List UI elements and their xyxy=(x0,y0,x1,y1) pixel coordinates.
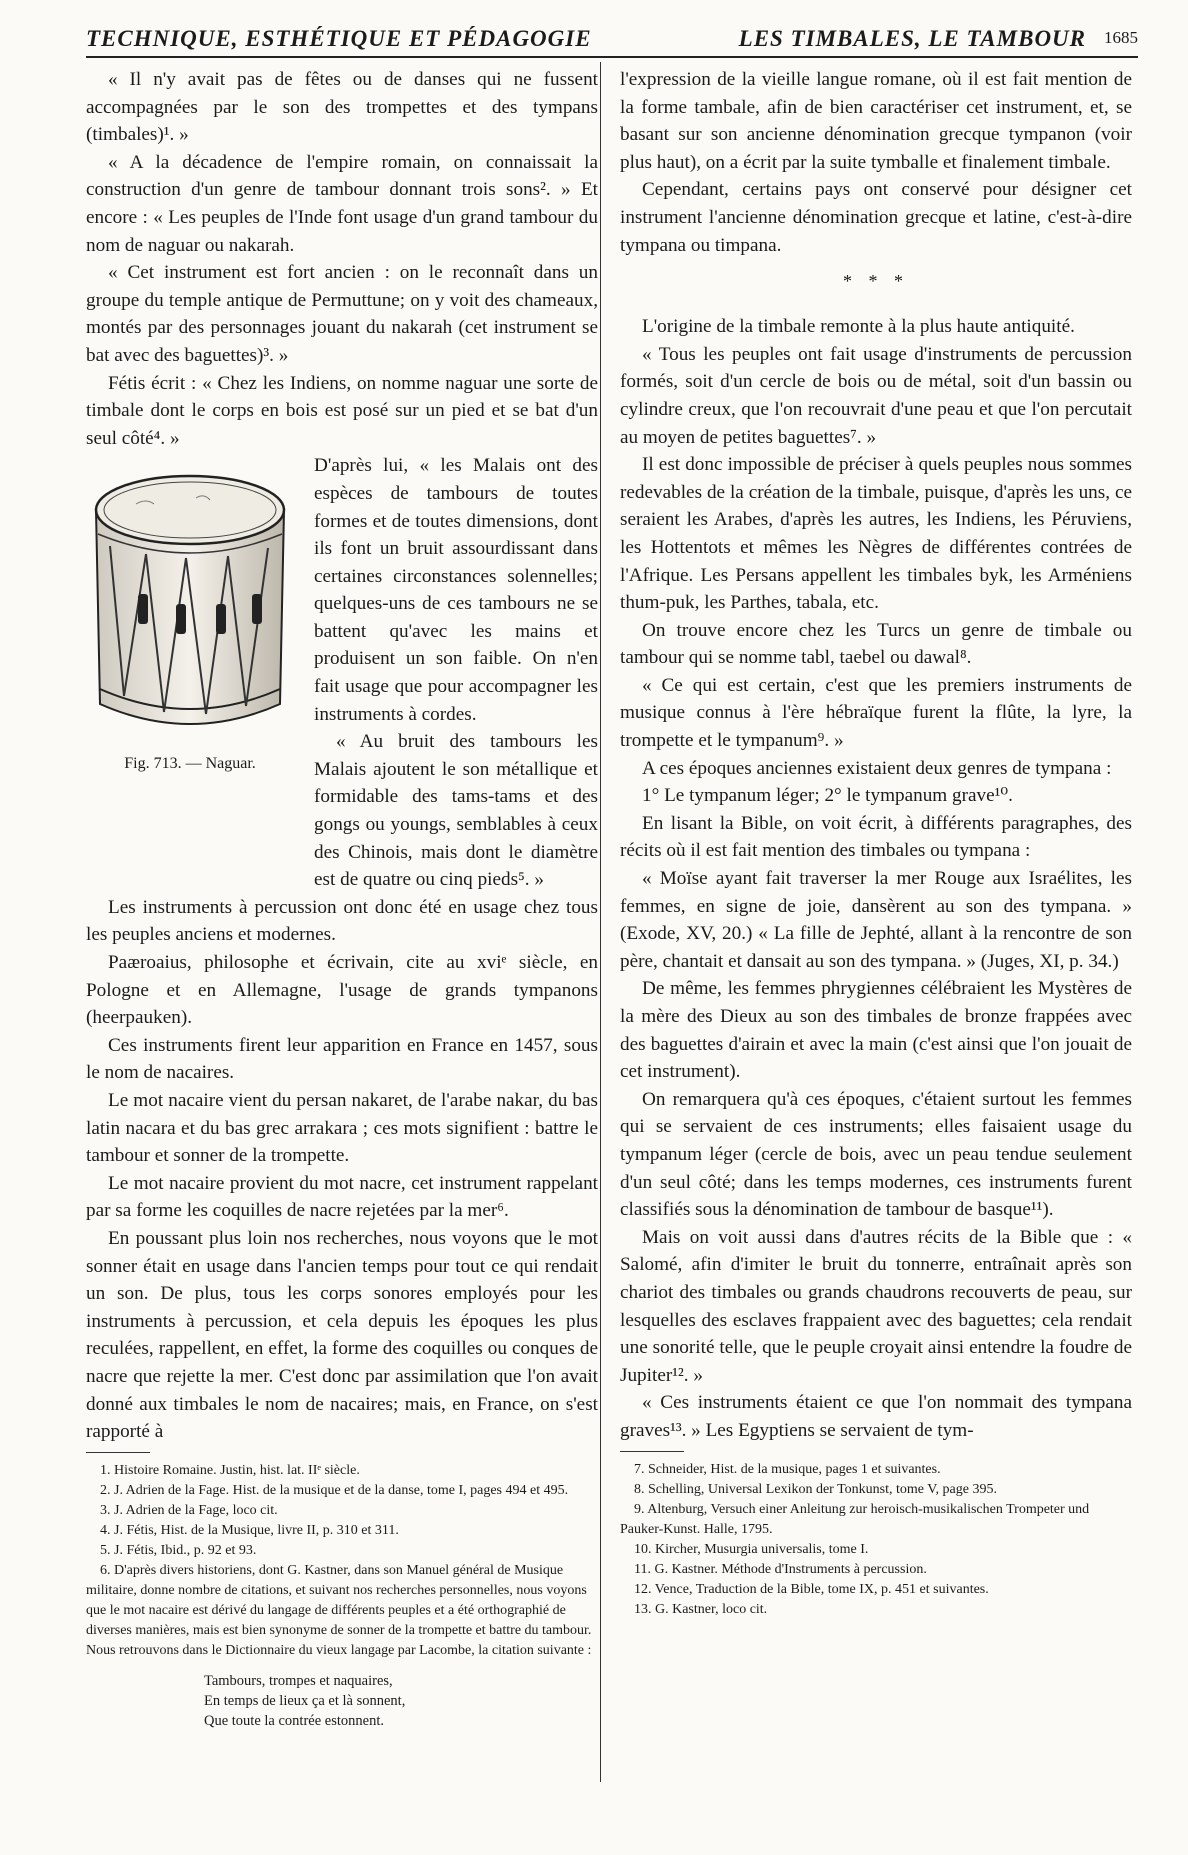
footnote-separator xyxy=(86,1452,150,1453)
footnote: 4. J. Fétis, Hist. de la Musique, livre II, p. 310 et 311. xyxy=(100,1522,399,1538)
paragraph: A ces époques anciennes existaient deux genres de tympana : xyxy=(642,757,1112,779)
column-rule xyxy=(600,62,601,1782)
paragraph: l'expression de la vieille langue romane, où il est fait mention de la forme tambale, afin de bien caractériser cet instrument, et, se basant sur son ancienne dénomination grecque tympanon (voir plus haut), on a écrit par la suite tymballe et finalement timbale. xyxy=(620,69,1132,173)
right-footnotes xyxy=(620,1460,1132,1620)
paragraph: De même, les femmes phrygiennes célébraient les Mystères de la mère des Dieux au son des timbales de bronze frappées avec des baguettes d'airain et avec la main (c'est ainsi que l'on jouait de cet instrument). xyxy=(620,978,1132,1083)
paragraph: D'après lui, « les Malais ont des espèces de tambours de toutes formes et de toutes dimensions, dont ils font un bruit assourdissant dans certaines circonstances solennelles; quelques-uns de ces tambours ne se battent qu'avec les mains et produisent un son faible. On n'en fait usage que pour accompagner les instruments à cordes. xyxy=(314,455,598,725)
naguar-drum-illustration xyxy=(76,454,304,744)
paragraph: « Cet instrument est fort ancien : on le reconnaît dans un groupe du temple antique de Permuttune; on y voit des chameaux, montés par des personnages jouant du nakarah (cet instrument se bat avec des baguettes)³. » xyxy=(86,262,598,366)
right-column xyxy=(620,66,1132,1620)
footnote: 10. Kircher, Musurgia universalis, tome I. xyxy=(634,1541,869,1557)
poem-quote xyxy=(204,1671,598,1731)
paragraph: « Tous les peuples ont fait usage d'instruments de percussion formés, soit d'un cercle de bois ou de métal, soit d'un bassin ou cylindre creux, que l'on recouvrait d'une peau et que l'on percutait au moyen de petites baguettes⁷. » xyxy=(620,343,1132,448)
paragraph: « Ces instruments étaient ce que l'on nommait des tympana graves¹³. » Les Egyptiens se servaient de tym- xyxy=(620,1392,1132,1441)
paragraph: Cependant, certains pays ont conservé pour désigner cet instrument l'ancienne dénomination grecque et latine, c'est-à-dire tympana ou timpana. xyxy=(620,179,1132,256)
paragraph: Le mot nacaire vient du persan nakaret, de l'arabe nakar, du bas latin nacara et du bas grec arrakara ; ces mots signifient : battre le tambour et sonner de la trompette. xyxy=(86,1089,598,1167)
paragraph: « A la décadence de l'empire romain, on connaissait la construction d'un genre de tambour donnant trois sons². » Et encore : « Les peuples de l'Inde font usage d'un grand tambour du nom de naguar ou nakarah. xyxy=(86,151,598,256)
header-right-title: LES TIMBALES, LE TAMBOUR xyxy=(738,26,1086,51)
poem-line: Que toute la contrée estonnent. xyxy=(204,1712,384,1729)
footnote: 8. Schelling, Universal Lexikon der Tonkunst, tome V, page 395. xyxy=(634,1481,997,1497)
section-break-stars: * * * xyxy=(843,271,909,292)
paragraph: « Moïse ayant fait traverser la mer Rouge aux Israélites, les femmes, en signe de joie, dansèrent au son des tympana. » (Exode, XV, 20.) « La fille de Jephté, allant à la rencontre de son père, chantait et dansait au son des tympana. » (Juges, XI, p. 34.) xyxy=(620,868,1132,972)
figure-caption: Fig. 713. — Naguar. xyxy=(124,755,256,773)
paragraph: En lisant la Bible, on voit écrit, à différents paragraphes, des récits où il est fait mention des timbales ou tympana : xyxy=(620,812,1132,862)
footnote-separator xyxy=(620,1451,684,1452)
poem-line: Tambours, trompes et naquaires, xyxy=(204,1672,393,1689)
footnote: 1. Histoire Romaine. Justin, hist. lat. IIᵉ siècle. xyxy=(100,1462,360,1478)
paragraph: En poussant plus loin nos recherches, nous voyons que le mot sonner était en usage dans l'ancien temps pour tout ce qui rendait un son. De plus, tous les corps sonores employés pour les instruments à percussion, et cela depuis les époques les plus reculées, rappellent, en effet, la forme des coquilles ou conques de nacre que rejette la mer. C'est donc par assimilation que l'on avait donné aux timbales le nom de nacaires; mais, en France, on s'est rapporté à xyxy=(86,1227,598,1443)
paragraph: « Il n'y avait pas de fêtes ou de danses qui ne fussent accompagnées par le son des trompettes et des tympans (timbales)¹. » xyxy=(86,69,598,146)
paragraph: Il est donc impossible de préciser à quels peuples nous sommes redevables de la création de la timbale, puisque, d'après les uns, ce seraient les Arabes, d'après les autres, les Indiens, les Péruviens, les Hottentots et mêmes les Nègres de différentes contrées de l'Afrique. Les Persans appellent les timbales byk, les Arméniens thum-puk, les Parthes, tabala, etc. xyxy=(620,454,1132,614)
footnote: 2. J. Adrien de la Fage. Hist. de la musique et de la danse, tome I, pages 494 et 495. xyxy=(100,1482,569,1498)
footnote: 5. J. Fétis, Ibid., p. 92 et 93. xyxy=(100,1542,257,1558)
left-column xyxy=(86,66,598,1731)
footnote: 6. D'après divers historiens, dont G. Kastner, dans son Manuel général de Musique militaire, donne nombre de citations, et suivant nos recherches personnelles, nous voyons que le mot nacaire est dérivé du langage de différents peuples et a été orthographié de diverses manières, mais est bien synonyme de sonner de la trompette et battre du tambour. Nous retrouvons dans le Dictionnaire du vieux langage par Lacombe, la citation suivante : xyxy=(86,1562,592,1658)
paragraph: Les instruments à percussion ont donc été en usage chez tous les peuples anciens et modernes. xyxy=(86,896,598,946)
paragraph: 1° Le tympanum léger; 2° le tympanum grave¹⁰. xyxy=(642,785,1013,807)
paragraph: Mais on voit aussi dans d'autres récits de la Bible que : « Salomé, afin d'imiter le bruit du tonnerre, entraînait après son chariot des timbales ou grands chaudrons recouverts de peau, sur lesquelles des esclaves frappaient avec des baguettes; cela rendait une sonorité telle, que le peuple croyait ainsi entendre la foudre de Jupiter¹². » xyxy=(620,1226,1132,1386)
paragraph: Paæroaius, philosophe et écrivain, cite au xviᵉ siècle, en Pologne et en Allemagne, l'usage de grands tympanons (heerpauken). xyxy=(86,952,598,1029)
poem-line: En temps de lieux ça et là sonnent, xyxy=(204,1692,406,1709)
footnote: 11. G. Kastner. Méthode d'Instruments à percussion. xyxy=(634,1561,927,1577)
header-left-title: TECHNIQUE, ESTHÉTIQUE ET PÉDAGOGIE xyxy=(86,26,592,51)
footnote: 9. Altenburg, Versuch einer Anleitung zur heroisch-musikalischen Trompeter und Pauker-Kunst. Halle, 1795. xyxy=(620,1501,1090,1537)
paragraph: Le mot nacaire provient du mot nacre, cet instrument rappelant par sa forme les coquilles de nacre rejetées par la mer⁶. xyxy=(86,1172,598,1222)
page-number: 1685 xyxy=(1104,28,1138,47)
paragraph: « Au bruit des tambours les Malais ajoutent le son métallique et formidable des tams-tams et des gongs ou youngs, semblables à ceux des Chinois, mais dont le diamètre est de quatre ou cinq pieds⁵. » xyxy=(314,731,598,891)
paragraph: Ces instruments firent leur apparition en France en 1457, sous le nom de nacaires. xyxy=(86,1034,598,1084)
paragraph: L'origine de la timbale remonte à la plus haute antiquité. xyxy=(642,316,1075,338)
footnote: 12. Vence, Traduction de la Bible, tome IX, p. 451 et suivantes. xyxy=(634,1581,989,1597)
footnote: 13. G. Kastner, loco cit. xyxy=(634,1601,768,1617)
paragraph: « Ce qui est certain, c'est que les premiers instruments de musique connus à l'ère hébraïque furent la flûte, la lyre, la trompette et le tympanum⁹. » xyxy=(620,674,1132,752)
paragraph: Fétis écrit : « Chez les Indiens, on nomme naguar une sorte de timbale dont le corps en bois est posé sur un pied et se bat d'un seul côté⁴. » xyxy=(86,372,598,449)
paragraph: On trouve encore chez les Turcs un genre de timbale ou tambour qui se nomme tabl, taebel ou dawal⁸. xyxy=(620,619,1132,669)
footnote: 3. J. Adrien de la Fage, loco cit. xyxy=(100,1502,278,1518)
footnote: 7. Schneider, Hist. de la musique, pages 1 et suivantes. xyxy=(634,1461,941,1477)
left-footnotes xyxy=(86,1461,598,1661)
running-header xyxy=(86,22,1138,58)
paragraph: On remarquera qu'à ces époques, c'étaient surtout les femmes qui se servaient de ces instruments; elles faisaient usage du tympanum léger (cercle de bois, avec un peau tendue seulement d'un seul côté; dans les temps modernes, ces instruments furent classifiés sous la dénomination de tambour de basque¹¹). xyxy=(620,1088,1132,1221)
figure-naguar xyxy=(76,454,304,874)
